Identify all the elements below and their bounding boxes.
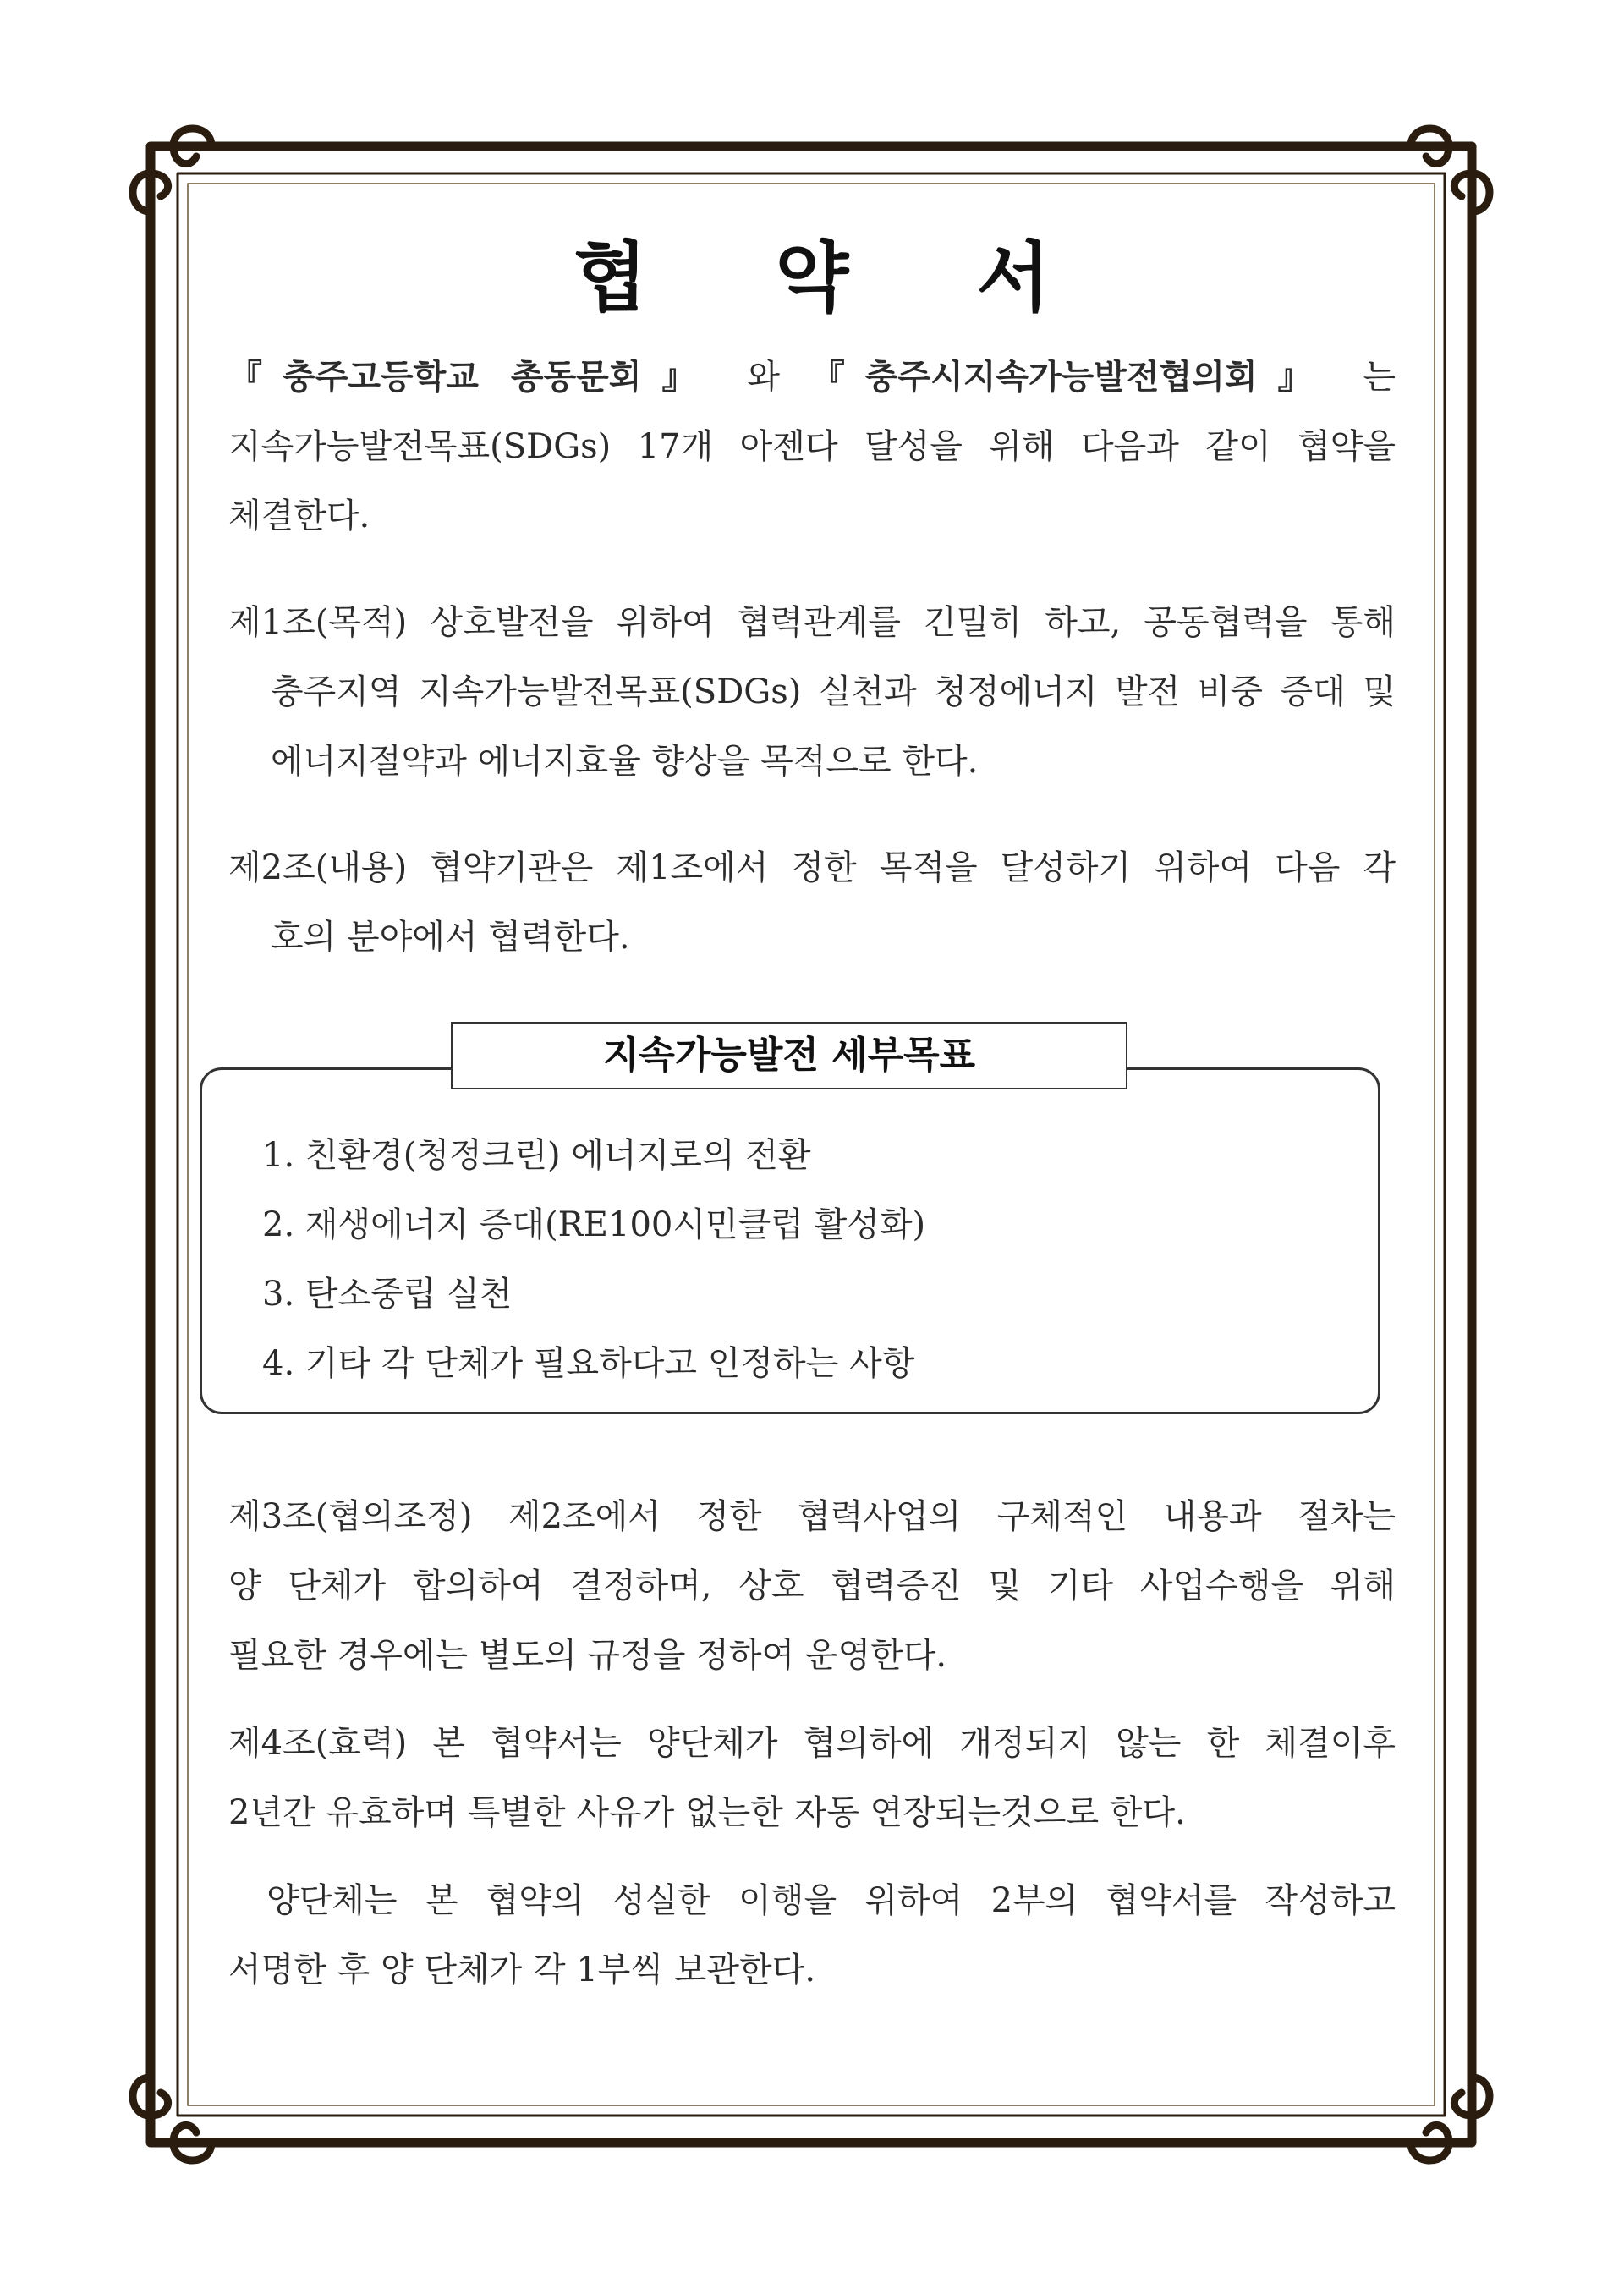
goal-item: 3. 탄소중립 실천 — [262, 1275, 513, 1314]
intro-paragraph — [228, 343, 1396, 551]
article-3 — [228, 1482, 1396, 1690]
intro-connector-1: 와 — [716, 358, 811, 397]
closing-line-2: 서명한 후 양 단체가 각 1부씩 보관한다. — [228, 1951, 816, 1989]
article-1 — [228, 588, 1396, 796]
intro-line-3: 체결한다. — [228, 497, 370, 535]
article-4-line-2: 2년간 유효하며 특별한 사유가 없는한 자동 연장되는것으로 한다. — [228, 1793, 1186, 1832]
article-4-line-1: 제4조(효력) 본 협약서는 양단체가 협의하에 개정되지 않는 한 체결이후 — [228, 1724, 1396, 1763]
article-1-line-3: 에너지절약과 에너지효율 향상을 목적으로 한다. — [271, 742, 979, 781]
party-a-name: 『충주고등학교 총동문회』 — [228, 358, 716, 397]
article-4 — [228, 1709, 1396, 1847]
article-3-line-2: 양 단체가 합의하여 결정하며, 상호 협력증진 및 기타 사업수행을 위해 — [228, 1567, 1396, 1605]
intro-line-2: 지속가능발전목표(SDGs) 17개 아젠다 달성을 위해 다음과 같이 협약을 — [228, 427, 1396, 466]
goal-item: 1. 친환경(청정크린) 에너지로의 전환 — [262, 1136, 811, 1175]
goals-title: 지속가능발전 세부목표 — [451, 1022, 1127, 1089]
document-title: 협 약 서 — [573, 233, 1101, 322]
article-1-line-2: 충주지역 지속가능발전목표(SDGs) 실천과 청정에너지 발전 비중 증대 및 — [271, 672, 1396, 711]
article-3-line-3: 필요한 경우에는 별도의 규정을 정하여 운영한다. — [228, 1636, 947, 1675]
article-2 — [228, 833, 1396, 972]
party-b-name: 『충주시지속가능발전협의회』 — [810, 358, 1332, 397]
goal-item: 2. 재생에너지 증대(RE100시민클럽 활성화) — [262, 1205, 926, 1244]
closing-paragraph — [228, 1866, 1396, 2005]
goals-list — [262, 1121, 925, 1398]
goal-item: 4. 기타 각 단체가 필요하다고 인정하는 사항 — [262, 1344, 915, 1383]
intro-connector-2: 는 — [1331, 358, 1396, 397]
closing-line-1: 양단체는 본 협약의 성실한 이행을 위하여 2부의 협약서를 작성하고 — [266, 1881, 1396, 1920]
article-3-line-1: 제3조(협의조정) 제2조에서 정한 협력사업의 구체적인 내용과 절차는 — [228, 1497, 1396, 1536]
article-2-line-2: 호의 분야에서 협력한다. — [271, 918, 630, 957]
intro-line-1 — [228, 343, 1396, 412]
article-1-line-1: 제1조(목적) 상호발전을 위하여 협력관계를 긴밀히 하고, 공동협력을 통해 — [228, 603, 1396, 642]
article-2-line-1: 제2조(내용) 협약기관은 제1조에서 정한 목적을 달성하기 위하여 다음 각 — [228, 848, 1396, 887]
